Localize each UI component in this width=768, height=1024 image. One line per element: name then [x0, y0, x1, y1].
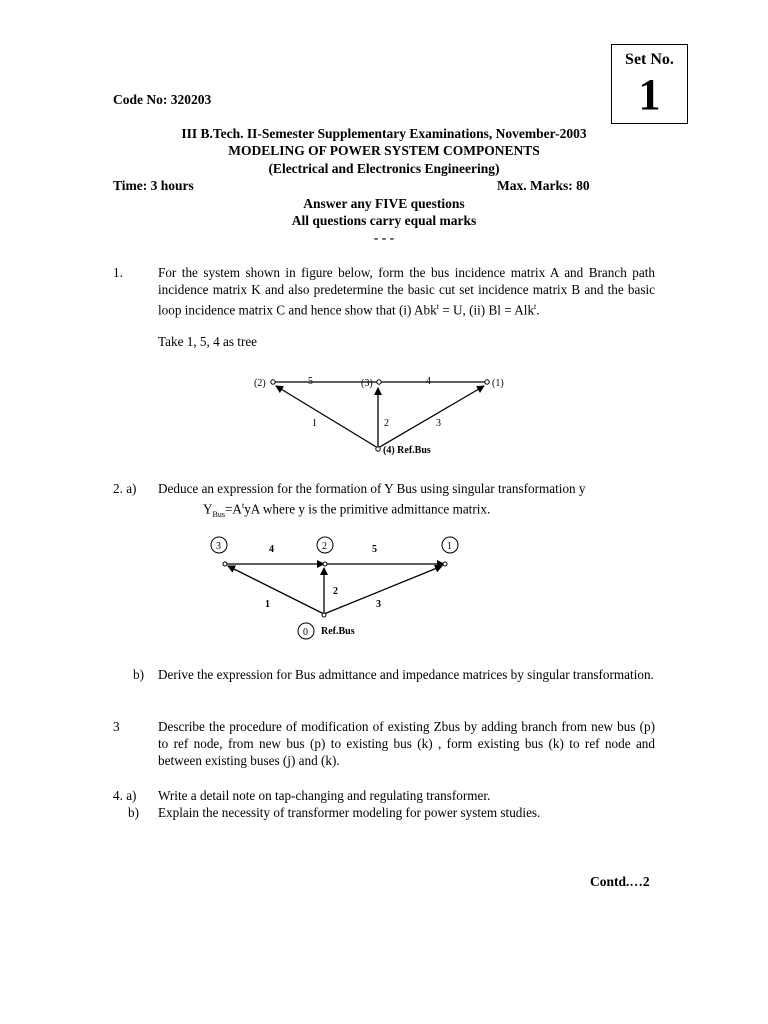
- question-1-text: [158, 264, 655, 318]
- label-edge-1: 1: [312, 418, 317, 429]
- question-2b-text: Derive the expression for Bus admittance and impedance matrices by singular transformation.: [158, 667, 654, 682]
- exam-title: III B.Tech. II-Semester Supplementary Examinations, November-2003: [181, 126, 587, 141]
- label-node-2: 2: [322, 541, 327, 552]
- superscript-t: t: [436, 302, 439, 311]
- edge-3: [378, 386, 484, 448]
- ybus-formula: [203, 497, 490, 523]
- label-edge-5: 5: [372, 544, 377, 555]
- set-label: Set No.: [625, 51, 674, 68]
- label-edge-4: 4: [269, 544, 274, 555]
- ybus-eq: =A: [224, 501, 242, 517]
- node-2: [323, 562, 327, 566]
- network-figure-2: [200, 532, 470, 642]
- label-ref-bus: (4) Ref.Bus: [383, 445, 431, 456]
- ybus-rest: yA where y is the primitive admittance matrix.: [244, 501, 491, 517]
- label-ref-bus: Ref.Bus: [321, 626, 355, 637]
- set-number-box: [611, 44, 688, 124]
- node-1: [443, 562, 447, 566]
- network-figure-1: [240, 368, 530, 468]
- node-3: [377, 380, 381, 384]
- node-2: [271, 380, 275, 384]
- question-4a-text: Write a detail note on tap-changing and regulating transformer.: [158, 788, 491, 803]
- label-node-1: 1: [447, 541, 452, 552]
- tree-instruction: Take 1, 5, 4 as tree: [158, 334, 258, 349]
- separator: - - -: [373, 230, 395, 245]
- continued-label: Contd.…2: [590, 874, 650, 889]
- node-3: [223, 562, 227, 566]
- question-3-text: Describe the procedure of modification of existing Zbus by adding branch from new bus (p) to ref node, from new bus (p) to existing bus (k) , form existing bus (k) to ref node and between existing buses (j) and (k).: [158, 719, 655, 768]
- edge-1: [276, 386, 378, 448]
- branch-title: (Electrical and Electronics Engineering): [268, 161, 500, 176]
- max-marks-label: Max. Marks: 80: [497, 178, 590, 193]
- question-number: 3: [113, 719, 120, 734]
- question-number: b): [133, 667, 144, 682]
- label-edge-3: 3: [436, 418, 441, 429]
- code-number: Code No: 320203: [113, 92, 212, 107]
- set-number: 1: [638, 70, 661, 119]
- label-node-3: 3: [216, 541, 221, 552]
- label-node-1: (1): [492, 378, 504, 389]
- label-edge-5: 5: [308, 376, 313, 387]
- question-1-text-c: .: [536, 302, 540, 318]
- superscript-t: t: [534, 302, 537, 311]
- label-edge-4: 4: [426, 376, 431, 387]
- edge-1: [228, 566, 324, 614]
- time-label: Time: 3 hours: [113, 178, 194, 193]
- question-number: 4. a): [113, 788, 137, 803]
- ybus-subscript: Bus: [212, 510, 225, 520]
- question-4b-text: Explain the necessity of transformer modeling for power system studies.: [158, 805, 541, 820]
- question-number: 1.: [113, 265, 123, 280]
- node-ref: [376, 447, 380, 451]
- label-edge-2: 2: [384, 418, 389, 429]
- question-2a-text: Deduce an expression for the formation of Y Bus using singular transformation y: [158, 481, 586, 496]
- question-1-text-a: For the system shown in figure below, form the bus incidence matrix A and Branch path incidence matrix K and also predetermine the basic cut set incidence matrix B and the basic loop incidence matrix C and hence show that (i) Abk: [158, 265, 655, 318]
- label-node-3: (3): [361, 378, 373, 389]
- node-1: [485, 380, 489, 384]
- instruction-line-2: All questions carry equal marks: [291, 213, 477, 228]
- node-ref: [322, 613, 326, 617]
- question-number: b): [128, 805, 139, 820]
- edge-3: [324, 566, 442, 614]
- question-number: 2. a): [113, 481, 137, 496]
- label-node-0: 0: [303, 627, 308, 638]
- label-edge-3: 3: [376, 599, 381, 610]
- label-edge-1: 1: [265, 599, 270, 610]
- question-1-text-b: = U, (ii) Bl = Alk: [438, 302, 535, 318]
- subject-title: MODELING OF POWER SYSTEM COMPONENTS: [228, 143, 540, 158]
- superscript-t: t: [241, 501, 245, 510]
- ybus-y: Y: [203, 501, 213, 517]
- label-node-2: (2): [254, 378, 266, 389]
- instruction-line-1: Answer any FIVE questions: [303, 196, 465, 211]
- label-edge-2: 2: [333, 586, 338, 597]
